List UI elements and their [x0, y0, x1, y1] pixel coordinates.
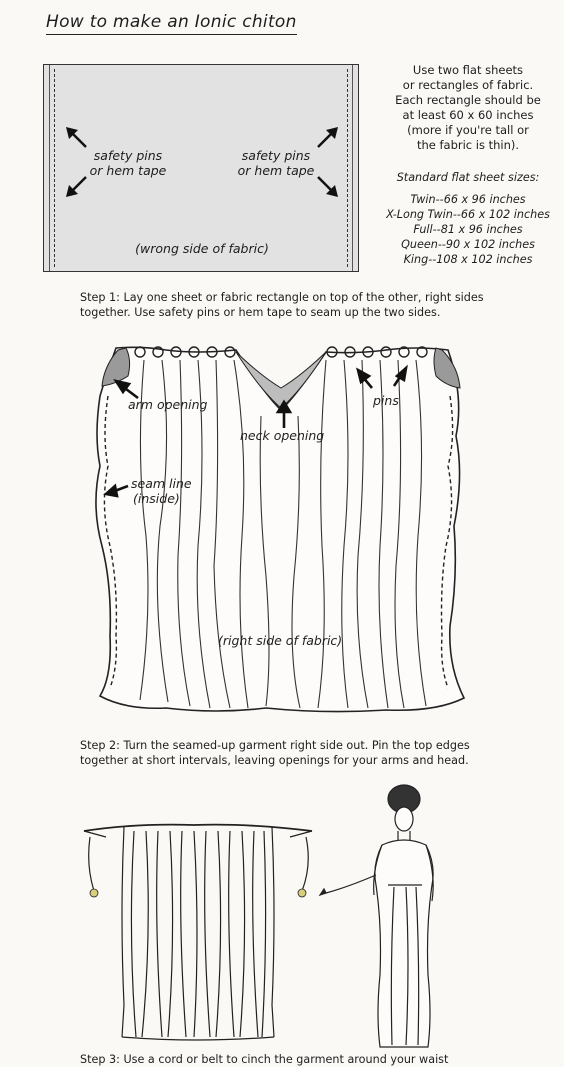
seam-line-label: seam line	[131, 476, 192, 491]
list-item: King--108 x 102 inches	[403, 253, 533, 266]
seamed-garment-illustration	[86, 336, 476, 720]
step-3-text-partial: Step 3: Use a cord or belt to cinch the garment around your waist	[80, 1053, 449, 1066]
right-pins-label: safety pins or hem tape	[237, 148, 315, 178]
left-seam-line	[54, 69, 55, 267]
list-item: Twin--66 x 96 inches	[410, 193, 526, 206]
seam-inside-label: (inside)	[133, 491, 180, 506]
sheet-sizes-list	[378, 170, 558, 267]
left-fold-line	[49, 65, 50, 271]
list-item: Queen--90 x 102 inches	[401, 238, 535, 251]
list-item: Full--81 x 96 inches	[413, 223, 523, 236]
page-title: How to make an Ionic chiton	[46, 12, 297, 35]
right-side-label: (right side of fabric)	[218, 633, 343, 648]
sheet-sizes-heading: Standard flat sheet sizes:	[396, 171, 540, 184]
arm-opening-label: arm opening	[128, 397, 208, 412]
step-1-text: Step 1: Lay one sheet or fabric rectangle on top of the other, right sides together. Use safety pins or hem tape to seam up the two sides.	[80, 291, 484, 319]
left-pins-label: safety pins or hem tape	[89, 148, 167, 178]
wrong-side-label: (wrong side of fabric)	[135, 241, 269, 256]
finished-chiton-illustrations	[76, 775, 496, 1050]
right-fold-line	[352, 65, 353, 271]
fabric-instructions: Use two flat sheets or rectangles of fabric. Each rectangle should be at least 60 x 60 inches (more if you're tall or the fabric is thin).	[395, 63, 541, 152]
neck-opening-label: neck opening	[240, 428, 325, 443]
list-item: X-Long Twin--66 x 102 inches	[386, 208, 550, 221]
right-seam-line	[347, 69, 348, 267]
fabric-rectangle-diagram	[43, 64, 359, 272]
pins-label: pins	[373, 393, 399, 408]
step-2-text: Step 2: Turn the seamed-up garment right side out. Pin the top edges together at short intervals, leaving openings for your arms and head.	[80, 739, 470, 767]
